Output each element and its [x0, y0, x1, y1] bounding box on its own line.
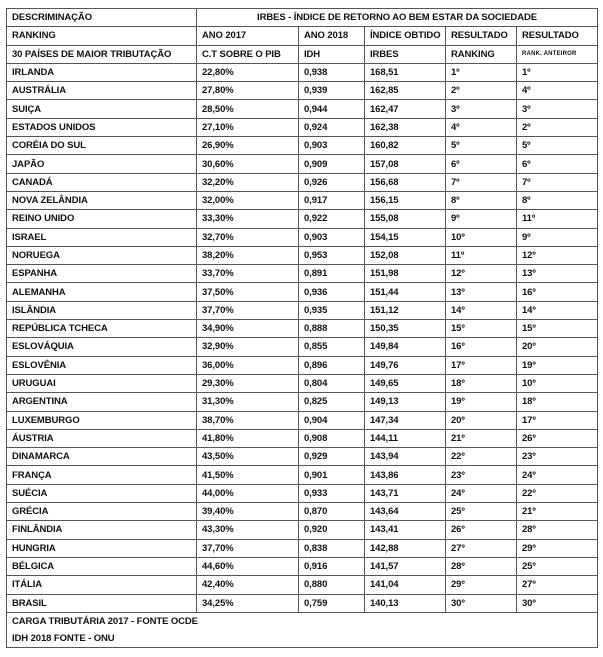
rank-anterior-cell: 6º	[517, 155, 598, 173]
header-rank-anterior: RANK. ANTEIROR	[517, 45, 598, 63]
table-row	[7, 557, 598, 575]
idh-cell: 0,938	[299, 63, 365, 81]
idh-cell: 0,939	[299, 82, 365, 100]
idh-cell: 0,908	[299, 429, 365, 447]
ct-sobre-pib-cell: 28,50%	[197, 100, 299, 118]
idh-cell: 0,920	[299, 521, 365, 539]
table-row	[7, 466, 598, 484]
ct-sobre-pib-cell: 37,50%	[197, 283, 299, 301]
table-row	[7, 356, 598, 374]
table-row	[7, 173, 598, 191]
table-row	[7, 155, 598, 173]
country-cell: ESTADOS UNIDOS	[7, 118, 197, 136]
rank-anterior-cell: 1º	[517, 63, 598, 81]
rank-anterior-cell: 24º	[517, 466, 598, 484]
idh-cell: 0,916	[299, 557, 365, 575]
header-ano-2017: ANO 2017	[197, 27, 299, 45]
irbes-cell: 156,15	[365, 191, 446, 209]
ranking-cell: 15º	[446, 320, 517, 338]
irbes-cell: 152,08	[365, 246, 446, 264]
table-row	[7, 594, 598, 612]
country-cell: ALEMANHA	[7, 283, 197, 301]
idh-cell: 0,901	[299, 466, 365, 484]
ranking-cell: 25º	[446, 503, 517, 521]
ranking-cell: 16º	[446, 338, 517, 356]
table-row	[7, 228, 598, 246]
rank-anterior-cell: 3º	[517, 100, 598, 118]
table-row	[7, 539, 598, 557]
table-row	[7, 411, 598, 429]
country-cell: ISRAEL	[7, 228, 197, 246]
irbes-cell: 143,86	[365, 466, 446, 484]
irbes-cell: 151,12	[365, 301, 446, 319]
ct-sobre-pib-cell: 33,70%	[197, 265, 299, 283]
table-row	[7, 100, 598, 118]
ct-sobre-pib-cell: 30,60%	[197, 155, 299, 173]
irbes-cell: 162,47	[365, 100, 446, 118]
irbes-cell: 143,41	[365, 521, 446, 539]
idh-cell: 0,917	[299, 191, 365, 209]
ranking-cell: 10º	[446, 228, 517, 246]
rank-anterior-cell: 29º	[517, 539, 598, 557]
rank-anterior-cell: 2º	[517, 118, 598, 136]
idh-cell: 0,929	[299, 448, 365, 466]
rank-anterior-cell: 18º	[517, 393, 598, 411]
rank-anterior-cell: 9º	[517, 228, 598, 246]
idh-cell: 0,903	[299, 137, 365, 155]
country-cell: REINO UNIDO	[7, 210, 197, 228]
ct-sobre-pib-cell: 34,25%	[197, 594, 299, 612]
ct-sobre-pib-cell: 32,70%	[197, 228, 299, 246]
ranking-cell: 28º	[446, 557, 517, 575]
footer-row-2	[7, 630, 598, 648]
ct-sobre-pib-cell: 27,10%	[197, 118, 299, 136]
ct-sobre-pib-cell: 43,50%	[197, 448, 299, 466]
rank-anterior-cell: 21º	[517, 503, 598, 521]
country-cell: HUNGRIA	[7, 539, 197, 557]
rank-anterior-cell: 12º	[517, 246, 598, 264]
ct-sobre-pib-cell: 36,00%	[197, 356, 299, 374]
irbes-cell: 143,71	[365, 484, 446, 502]
ct-sobre-pib-cell: 43,30%	[197, 521, 299, 539]
country-cell: ESPANHA	[7, 265, 197, 283]
idh-cell: 0,759	[299, 594, 365, 612]
irbes-cell: 141,57	[365, 557, 446, 575]
rank-anterior-cell: 14º	[517, 301, 598, 319]
table-row	[7, 521, 598, 539]
header-descriminacao: DESCRIMINAÇÃO	[7, 9, 197, 27]
header-row-2	[7, 27, 598, 45]
rank-anterior-cell: 10º	[517, 374, 598, 392]
rank-anterior-cell: 19º	[517, 356, 598, 374]
ct-sobre-pib-cell: 22,80%	[197, 63, 299, 81]
ct-sobre-pib-cell: 33,30%	[197, 210, 299, 228]
country-cell: NORUEGA	[7, 246, 197, 264]
irbes-cell: 149,84	[365, 338, 446, 356]
irbes-cell: 149,13	[365, 393, 446, 411]
ct-sobre-pib-cell: 39,40%	[197, 503, 299, 521]
header-resultado-anterior: RESULTADO	[517, 27, 598, 45]
country-cell: JAPÃO	[7, 155, 197, 173]
irbes-cell: 155,08	[365, 210, 446, 228]
country-cell: LUXEMBURGO	[7, 411, 197, 429]
ranking-cell: 27º	[446, 539, 517, 557]
table-row	[7, 191, 598, 209]
rank-anterior-cell: 15º	[517, 320, 598, 338]
ranking-cell: 18º	[446, 374, 517, 392]
idh-cell: 0,903	[299, 228, 365, 246]
footer-source-ocde: CARGA TRIBUTÁRIA 2017 - FONTE OCDE	[7, 612, 598, 630]
irbes-cell: 162,38	[365, 118, 446, 136]
header-indice-obtido: ÍNDICE OBTIDO	[365, 27, 446, 45]
irbes-cell: 149,65	[365, 374, 446, 392]
table-row	[7, 320, 598, 338]
idh-cell: 0,944	[299, 100, 365, 118]
ranking-cell: 17º	[446, 356, 517, 374]
footer-row-1	[7, 612, 598, 630]
country-cell: ARGENTINA	[7, 393, 197, 411]
header-row-3	[7, 45, 598, 63]
ranking-cell: 3º	[446, 100, 517, 118]
ranking-cell: 21º	[446, 429, 517, 447]
idh-cell: 0,953	[299, 246, 365, 264]
ct-sobre-pib-cell: 37,70%	[197, 301, 299, 319]
rank-anterior-cell: 7º	[517, 173, 598, 191]
table-row	[7, 265, 598, 283]
table-row	[7, 246, 598, 264]
ct-sobre-pib-cell: 32,00%	[197, 191, 299, 209]
country-cell: IRLANDA	[7, 63, 197, 81]
irbes-cell: 162,85	[365, 82, 446, 100]
country-cell: FRANÇA	[7, 466, 197, 484]
ct-sobre-pib-cell: 26,90%	[197, 137, 299, 155]
irbes-cell: 157,08	[365, 155, 446, 173]
idh-cell: 0,870	[299, 503, 365, 521]
idh-cell: 0,926	[299, 173, 365, 191]
country-cell: URUGUAI	[7, 374, 197, 392]
idh-cell: 0,935	[299, 301, 365, 319]
header-resultado: RESULTADO	[446, 27, 517, 45]
ct-sobre-pib-cell: 38,70%	[197, 411, 299, 429]
rank-anterior-cell: 25º	[517, 557, 598, 575]
table-row	[7, 393, 598, 411]
header-irbes-title: IRBES - ÍNDICE DE RETORNO AO BEM ESTAR DA SOCIEDADE	[197, 9, 598, 27]
idh-cell: 0,933	[299, 484, 365, 502]
ranking-cell: 19º	[446, 393, 517, 411]
header-ct-sobre-pib: C.T SOBRE O PIB	[197, 45, 299, 63]
ct-sobre-pib-cell: 27,80%	[197, 82, 299, 100]
idh-cell: 0,909	[299, 155, 365, 173]
ranking-cell: 13º	[446, 283, 517, 301]
irbes-cell: 154,15	[365, 228, 446, 246]
irbes-ranking-table	[6, 8, 598, 648]
idh-cell: 0,880	[299, 576, 365, 594]
irbes-cell: 143,64	[365, 503, 446, 521]
country-cell: ÁUSTRIA	[7, 429, 197, 447]
irbes-cell: 150,35	[365, 320, 446, 338]
ct-sobre-pib-cell: 31,30%	[197, 393, 299, 411]
ct-sobre-pib-cell: 38,20%	[197, 246, 299, 264]
ct-sobre-pib-cell: 32,20%	[197, 173, 299, 191]
table-row	[7, 374, 598, 392]
table-row	[7, 503, 598, 521]
ranking-cell: 9º	[446, 210, 517, 228]
irbes-cell: 147,34	[365, 411, 446, 429]
idh-cell: 0,924	[299, 118, 365, 136]
rank-anterior-cell: 26º	[517, 429, 598, 447]
irbes-cell: 140,13	[365, 594, 446, 612]
idh-cell: 0,936	[299, 283, 365, 301]
country-cell: CORÉIA DO SUL	[7, 137, 197, 155]
ranking-cell: 23º	[446, 466, 517, 484]
idh-cell: 0,896	[299, 356, 365, 374]
country-cell: ISLÂNDIA	[7, 301, 197, 319]
header-row-1	[7, 9, 598, 27]
country-cell: DINAMARCA	[7, 448, 197, 466]
table-row	[7, 338, 598, 356]
ct-sobre-pib-cell: 29,30%	[197, 374, 299, 392]
ct-sobre-pib-cell: 42,40%	[197, 576, 299, 594]
ranking-cell: 11º	[446, 246, 517, 264]
table-row	[7, 301, 598, 319]
header-ranking: RANKING	[7, 27, 197, 45]
idh-cell: 0,904	[299, 411, 365, 429]
table-row	[7, 484, 598, 502]
table-row	[7, 448, 598, 466]
table-row	[7, 82, 598, 100]
country-cell: ESLOVÊNIA	[7, 356, 197, 374]
irbes-cell: 149,76	[365, 356, 446, 374]
rank-anterior-cell: 27º	[517, 576, 598, 594]
irbes-cell: 142,88	[365, 539, 446, 557]
ct-sobre-pib-cell: 44,00%	[197, 484, 299, 502]
country-cell: SUIÇA	[7, 100, 197, 118]
ranking-cell: 24º	[446, 484, 517, 502]
irbes-cell: 144,11	[365, 429, 446, 447]
irbes-cell: 168,51	[365, 63, 446, 81]
ranking-cell: 26º	[446, 521, 517, 539]
idh-cell: 0,804	[299, 374, 365, 392]
rank-anterior-cell: 11º	[517, 210, 598, 228]
rank-anterior-cell: 22º	[517, 484, 598, 502]
header-irbes: IRBES	[365, 45, 446, 63]
ct-sobre-pib-cell: 41,80%	[197, 429, 299, 447]
idh-cell: 0,922	[299, 210, 365, 228]
country-cell: NOVA ZELÂNDIA	[7, 191, 197, 209]
ranking-cell: 1º	[446, 63, 517, 81]
table-row	[7, 137, 598, 155]
irbes-cell: 156,68	[365, 173, 446, 191]
country-cell: BÉLGICA	[7, 557, 197, 575]
ranking-cell: 4º	[446, 118, 517, 136]
country-cell: GRÉCIA	[7, 503, 197, 521]
ranking-cell: 20º	[446, 411, 517, 429]
header-ano-2018: ANO 2018	[299, 27, 365, 45]
irbes-cell: 151,44	[365, 283, 446, 301]
country-cell: SUÉCIA	[7, 484, 197, 502]
ct-sobre-pib-cell: 34,90%	[197, 320, 299, 338]
ranking-cell: 14º	[446, 301, 517, 319]
ranking-cell: 7º	[446, 173, 517, 191]
country-cell: ITÁLIA	[7, 576, 197, 594]
irbes-cell: 143,94	[365, 448, 446, 466]
ranking-cell: 8º	[446, 191, 517, 209]
idh-cell: 0,825	[299, 393, 365, 411]
ranking-cell: 6º	[446, 155, 517, 173]
irbes-table-container	[6, 8, 597, 648]
table-row	[7, 118, 598, 136]
rank-anterior-cell: 28º	[517, 521, 598, 539]
header-ranking-result: RANKING	[446, 45, 517, 63]
rank-anterior-cell: 5º	[517, 137, 598, 155]
table-row	[7, 210, 598, 228]
header-idh: IDH	[299, 45, 365, 63]
country-cell: ESLOVÁQUIA	[7, 338, 197, 356]
ct-sobre-pib-cell: 41,50%	[197, 466, 299, 484]
header-30-paises: 30 PAÍSES DE MAIOR TRIBUTAÇÃO	[7, 45, 197, 63]
rank-anterior-cell: 30º	[517, 594, 598, 612]
rank-anterior-cell: 20º	[517, 338, 598, 356]
idh-cell: 0,891	[299, 265, 365, 283]
table-row	[7, 576, 598, 594]
rank-anterior-cell: 16º	[517, 283, 598, 301]
table-row	[7, 429, 598, 447]
country-cell: FINLÂNDIA	[7, 521, 197, 539]
rank-anterior-cell: 23º	[517, 448, 598, 466]
idh-cell: 0,855	[299, 338, 365, 356]
ranking-cell: 5º	[446, 137, 517, 155]
ct-sobre-pib-cell: 44,60%	[197, 557, 299, 575]
rank-anterior-cell: 4º	[517, 82, 598, 100]
irbes-cell: 151,98	[365, 265, 446, 283]
footer-source-onu: IDH 2018 FONTE - ONU	[7, 630, 598, 648]
ranking-cell: 22º	[446, 448, 517, 466]
table-row	[7, 283, 598, 301]
country-cell: CANADÁ	[7, 173, 197, 191]
country-cell: BRASIL	[7, 594, 197, 612]
irbes-cell: 160,82	[365, 137, 446, 155]
table-row	[7, 63, 598, 81]
irbes-cell: 141,04	[365, 576, 446, 594]
country-cell: AUSTRÁLIA	[7, 82, 197, 100]
ct-sobre-pib-cell: 32,90%	[197, 338, 299, 356]
ranking-cell: 30º	[446, 594, 517, 612]
country-cell: REPÚBLICA TCHECA	[7, 320, 197, 338]
idh-cell: 0,888	[299, 320, 365, 338]
ranking-cell: 12º	[446, 265, 517, 283]
ranking-cell: 2º	[446, 82, 517, 100]
rank-anterior-cell: 13º	[517, 265, 598, 283]
rank-anterior-cell: 17º	[517, 411, 598, 429]
ranking-cell: 29º	[446, 576, 517, 594]
rank-anterior-cell: 8º	[517, 191, 598, 209]
idh-cell: 0,838	[299, 539, 365, 557]
ct-sobre-pib-cell: 37,70%	[197, 539, 299, 557]
